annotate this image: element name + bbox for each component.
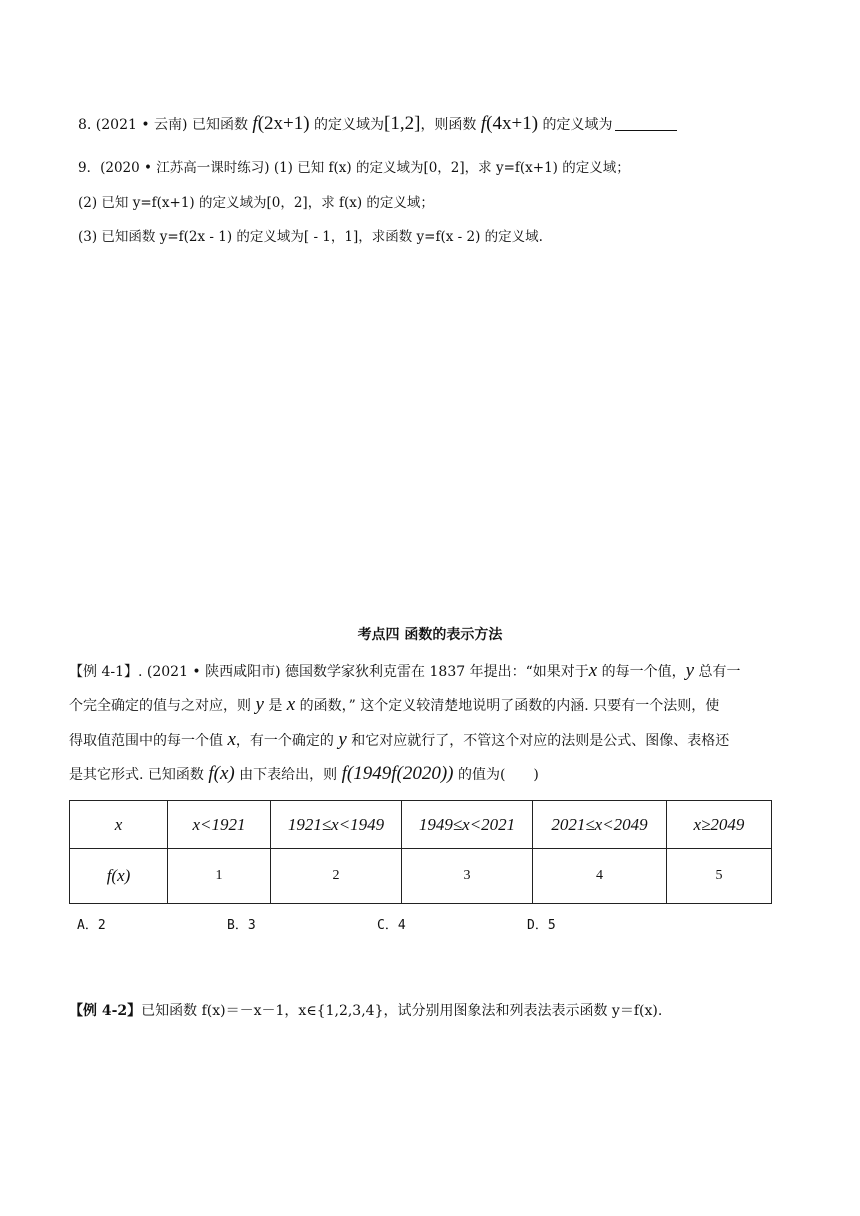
q8-arg2: 4x+1 bbox=[492, 113, 532, 134]
example-4-1-line4 bbox=[69, 763, 539, 785]
table-cell: f(x) bbox=[70, 849, 168, 904]
example-4-1-line1 bbox=[69, 660, 741, 682]
ex42-label: 【例 4-2】 bbox=[69, 1003, 142, 1019]
table-cell: 3 bbox=[402, 849, 533, 904]
ex41-line2-c: 的函数，” 这个定义较清楚地说明了函数的内涵. 只要有一个法则，使 bbox=[295, 698, 720, 714]
ex41-line1-c: 总有一 bbox=[694, 664, 741, 680]
question-9-line2: (2) 已知 y=f(x+1) 的定义域为[0，2]，求 f(x) 的定义域； bbox=[78, 195, 434, 211]
question-9-line3: (3) 已知函数 y=f(2x - 1) 的定义域为[ - 1，1]，求函数 y=f(x - 2) 的定义域. bbox=[78, 229, 543, 245]
table-cell: x bbox=[70, 801, 168, 849]
function-table bbox=[69, 800, 772, 904]
q8-func2: f bbox=[480, 113, 487, 134]
question-8: 8. (2021 • 云南) 已知函数 f(2x+1) 的定义域为[1,2]，则函数 f(4x+1) 的定义域为 bbox=[78, 113, 677, 135]
example-4-1-line2 bbox=[69, 694, 719, 716]
q8-suffix: 的定义域为 bbox=[538, 117, 613, 133]
option-c[interactable]: C．4 bbox=[377, 918, 406, 933]
q8-arg1: 2x+1 bbox=[264, 113, 304, 134]
question-9-line1: 9．(2020 • 江苏高一课时练习) (1) 已知 f(x) 的定义域为[0，2]，求 y=f(x+1) 的定义域； bbox=[78, 160, 630, 176]
table-cell: 1921≤x<1949 bbox=[271, 801, 402, 849]
ex41-expr: f(1949f(2020)) bbox=[341, 763, 454, 784]
ex41-line3-b: ，有一个确定的 bbox=[235, 733, 339, 749]
ex41-line4-a: 是其它形式. 已知函数 bbox=[69, 767, 209, 783]
table-cell: 2021≤x<2049 bbox=[533, 801, 667, 849]
table-cell: 2 bbox=[271, 849, 402, 904]
q8-domain: 1,2 bbox=[390, 113, 415, 134]
ex41-var-y-2: y bbox=[255, 694, 264, 715]
ex41-line1-a: 【例 4-1】. (2021 • 陕西咸阳市) 德国数学家狄利克雷在 1837 年提出：“如果对于 bbox=[69, 664, 589, 680]
example-4-1-line3 bbox=[69, 729, 729, 751]
ex41-var-y-3: y bbox=[338, 729, 347, 750]
ex41-var-x-3: x bbox=[227, 729, 236, 750]
table-header-row bbox=[70, 801, 772, 849]
section-title: 考点四 函数的表示方法 bbox=[357, 627, 503, 643]
ex41-var-x: x bbox=[588, 660, 598, 681]
option-d[interactable]: D．5 bbox=[527, 918, 556, 933]
table-cell: 4 bbox=[533, 849, 667, 904]
option-a[interactable]: A．2 bbox=[77, 918, 106, 933]
ex41-line4-b: 由下表给出，则 bbox=[234, 767, 342, 783]
q8-prefix: 8. (2021 • 云南) 已知函数 bbox=[78, 117, 253, 133]
ex41-line4-c: 的值为( ) bbox=[453, 767, 539, 783]
q8-mid1: 的定义域为 bbox=[309, 117, 385, 133]
ex41-var-x-2: x bbox=[286, 694, 296, 715]
q8-mid2: ，则函数 bbox=[420, 117, 481, 133]
ex42-text: 已知函数 f(x)＝－x－1，x∈{1,2,3,4}，试分别用图象法和列表法表示函数 y＝f(x). bbox=[141, 1003, 663, 1019]
table-cell: 5 bbox=[667, 849, 772, 904]
table-row bbox=[70, 849, 772, 904]
table-cell: x<1921 bbox=[168, 801, 271, 849]
q8-func1: f bbox=[252, 113, 258, 134]
answer-blank[interactable] bbox=[615, 116, 677, 131]
example-4-2 bbox=[69, 1000, 662, 1020]
table-cell: 1 bbox=[168, 849, 271, 904]
ex41-line2-b: 是 bbox=[263, 698, 287, 714]
ex41-line1-b: 的每一个值， bbox=[597, 664, 686, 680]
ex41-var-y: y bbox=[685, 660, 695, 681]
ex41-line2-a: 个完全确定的值与之对应，则 bbox=[69, 698, 256, 714]
table-cell: 1949≤x<2021 bbox=[402, 801, 533, 849]
ex41-fx: f(x) bbox=[208, 763, 235, 784]
table-cell: x≥2049 bbox=[667, 801, 772, 849]
ex41-line3-a: 得取值范围中的每一个值 bbox=[69, 733, 228, 749]
option-b[interactable]: B．3 bbox=[227, 918, 256, 933]
ex41-line3-c: 和它对应就行了，不管这个对应的法则是公式、图像、表格还 bbox=[346, 733, 730, 749]
